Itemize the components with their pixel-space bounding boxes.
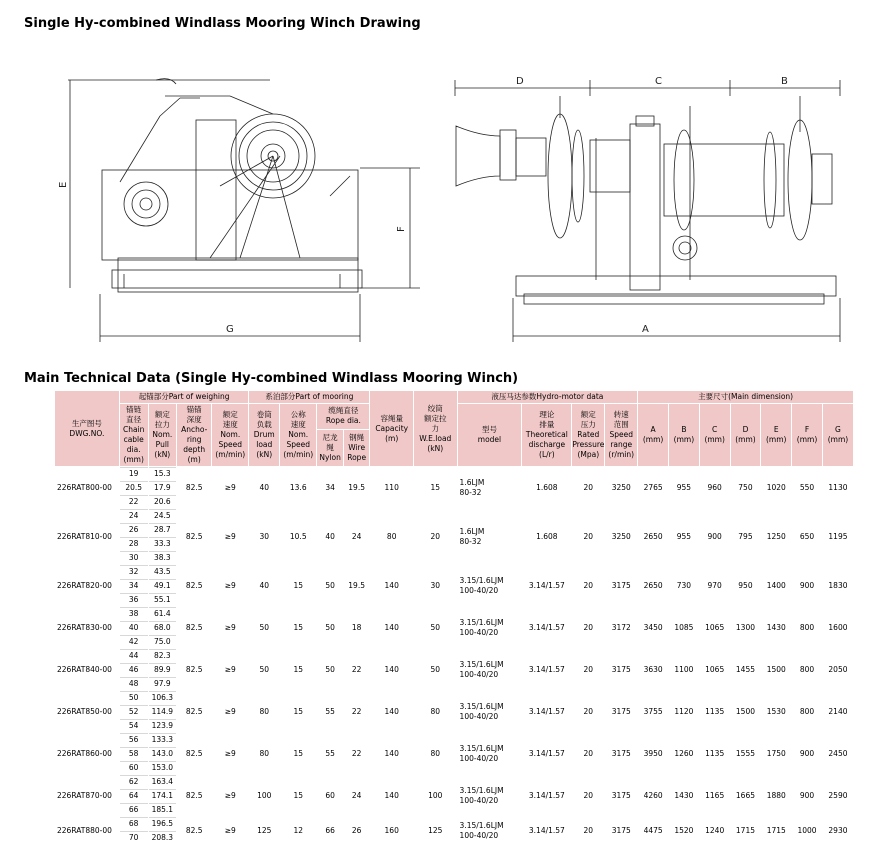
- cell-e: 1880: [761, 775, 791, 816]
- cell-model: 1.6LJM 80-32: [458, 467, 522, 508]
- cell-depth: 82.5: [177, 649, 211, 690]
- cell-range: 3175: [605, 817, 637, 844]
- table-row: [55, 607, 853, 620]
- cell-dwg: 226RAT880-00: [55, 817, 119, 844]
- cell-model: 1.6LJM 80-32: [458, 509, 522, 564]
- cell-press: 20: [572, 509, 604, 564]
- label-f: F: [396, 226, 407, 232]
- cell-f: 900: [792, 733, 822, 774]
- cell-chain-dia: 48: [120, 677, 148, 690]
- cell-chain-dia: 24: [120, 509, 148, 522]
- table-row: [55, 775, 853, 788]
- cell-e: 1530: [761, 691, 791, 732]
- cell-chain-dia: 44: [120, 649, 148, 662]
- cell-nom-pull: 55.1: [149, 593, 177, 606]
- cell-cap: 140: [370, 775, 413, 816]
- cell-nom-pull: 38.3: [149, 551, 177, 564]
- cell-g: 2930: [823, 817, 853, 844]
- cell-depth: 82.5: [177, 509, 211, 564]
- cell-range: 3175: [605, 649, 637, 690]
- cell-dwg: 226RAT800-00: [55, 467, 119, 508]
- th-g: G (mm): [823, 404, 853, 466]
- cell-nom-pull: 43.5: [149, 565, 177, 578]
- cell-chain-dia: 32: [120, 565, 148, 578]
- drawing-title: Single Hy-combined Windlass Mooring Winch Drawing: [24, 16, 421, 31]
- cell-nom-pull: 28.7: [149, 523, 177, 536]
- cell-we: 80: [414, 733, 457, 774]
- cell-a: 3950: [638, 733, 668, 774]
- cell-b: 1085: [669, 607, 699, 648]
- cell-g: 2050: [823, 649, 853, 690]
- cell-a: 4475: [638, 817, 668, 844]
- cell-b: 955: [669, 509, 699, 564]
- label-g: G: [226, 324, 234, 335]
- cell-chain-dia: 60: [120, 761, 148, 774]
- cell-cap: 110: [370, 467, 413, 508]
- cell-dwg: 226RAT840-00: [55, 649, 119, 690]
- cell-nspeed: 12: [280, 817, 316, 844]
- th-a: A (mm): [638, 404, 668, 466]
- cell-chain-dia: 70: [120, 831, 148, 844]
- cell-chain-dia: 50: [120, 691, 148, 704]
- cell-nylon: 55: [317, 691, 343, 732]
- cell-range: 3175: [605, 733, 637, 774]
- cell-wire: 22: [344, 649, 370, 690]
- cell-nylon: 55: [317, 733, 343, 774]
- cell-speed: ≥9: [212, 733, 248, 774]
- cell-nom-pull: 185.1: [149, 803, 177, 816]
- cell-a: 3450: [638, 607, 668, 648]
- cell-cap: 160: [370, 817, 413, 844]
- cell-c: 1065: [700, 607, 730, 648]
- cell-d: 750: [731, 467, 761, 508]
- cell-g: 2450: [823, 733, 853, 774]
- cell-chain-dia: 30: [120, 551, 148, 564]
- cell-speed: ≥9: [212, 509, 248, 564]
- cell-a: 2650: [638, 565, 668, 606]
- table-body: [55, 467, 853, 844]
- label-d: D: [516, 76, 524, 87]
- cell-f: 800: [792, 691, 822, 732]
- cell-model: 3.15/1.6LJM 100-40/20: [458, 733, 522, 774]
- cell-wire: 24: [344, 509, 370, 564]
- table-row: [55, 509, 853, 522]
- cell-e: 1400: [761, 565, 791, 606]
- th-we-load: 绞筒 额定拉 力 W.E.load (kN): [414, 391, 457, 466]
- cell-chain-dia: 26: [120, 523, 148, 536]
- cell-theo: 3.14/1.57: [522, 691, 571, 732]
- cell-nspeed: 15: [280, 691, 316, 732]
- cell-nspeed: 15: [280, 733, 316, 774]
- cell-we: 50: [414, 607, 457, 648]
- cell-press: 20: [572, 467, 604, 508]
- cell-dwg: 226RAT830-00: [55, 607, 119, 648]
- cell-model: 3.15/1.6LJM 100-40/20: [458, 565, 522, 606]
- cell-theo: 3.14/1.57: [522, 607, 571, 648]
- cell-nspeed: 10.5: [280, 509, 316, 564]
- cell-range: 3250: [605, 509, 637, 564]
- table-row: [55, 817, 853, 830]
- cell-g: 1600: [823, 607, 853, 648]
- th-e: E (mm): [761, 404, 791, 466]
- cell-cap: 140: [370, 649, 413, 690]
- cell-c: 1240: [700, 817, 730, 844]
- cell-f: 900: [792, 775, 822, 816]
- cell-c: 1165: [700, 775, 730, 816]
- cell-nylon: 34: [317, 467, 343, 508]
- cell-g: 1830: [823, 565, 853, 606]
- cell-chain-dia: 40: [120, 621, 148, 634]
- cell-chain-dia: 62: [120, 775, 148, 788]
- cell-drum: 80: [249, 733, 279, 774]
- cell-chain-dia: 22: [120, 495, 148, 508]
- cell-depth: 82.5: [177, 467, 211, 508]
- cell-dwg: 226RAT870-00: [55, 775, 119, 816]
- cell-f: 900: [792, 565, 822, 606]
- th-nylon: 尼龙 绳 Nylon: [317, 430, 343, 466]
- cell-nspeed: 15: [280, 607, 316, 648]
- cell-c: 970: [700, 565, 730, 606]
- cell-nom-pull: 82.3: [149, 649, 177, 662]
- cell-range: 3175: [605, 775, 637, 816]
- th-weighing: 起锚部分Part of weighing: [120, 391, 249, 403]
- cell-we: 50: [414, 649, 457, 690]
- cell-range: 3172: [605, 607, 637, 648]
- cell-f: 550: [792, 467, 822, 508]
- cell-chain-dia: 66: [120, 803, 148, 816]
- cell-f: 800: [792, 607, 822, 648]
- cell-b: 1260: [669, 733, 699, 774]
- cell-g: 2590: [823, 775, 853, 816]
- cell-theo: 3.14/1.57: [522, 565, 571, 606]
- cell-drum: 50: [249, 649, 279, 690]
- cell-chain-dia: 19: [120, 467, 148, 480]
- th-c: C (mm): [700, 404, 730, 466]
- cell-nom-pull: 174.1: [149, 789, 177, 802]
- cell-depth: 82.5: [177, 691, 211, 732]
- cell-press: 20: [572, 691, 604, 732]
- cell-nom-pull: 68.0: [149, 621, 177, 634]
- cell-a: 3630: [638, 649, 668, 690]
- th-nom-pull: 额定 拉力 Nom. Pull (kN): [149, 404, 177, 466]
- cell-we: 80: [414, 691, 457, 732]
- cell-press: 20: [572, 817, 604, 844]
- cell-wire: 18: [344, 607, 370, 648]
- cell-d: 950: [731, 565, 761, 606]
- th-speed-range: 转速 范围 Speed range (r/min): [605, 404, 637, 466]
- cell-chain-dia: 54: [120, 719, 148, 732]
- cell-c: 960: [700, 467, 730, 508]
- cell-drum: 100: [249, 775, 279, 816]
- cell-wire: 22: [344, 691, 370, 732]
- cell-nom-pull: 17.9: [149, 481, 177, 494]
- cell-nom-pull: 196.5: [149, 817, 177, 830]
- cell-nylon: 66: [317, 817, 343, 844]
- cell-depth: 82.5: [177, 733, 211, 774]
- cell-theo: 3.14/1.57: [522, 817, 571, 844]
- cell-nylon: 50: [317, 607, 343, 648]
- cell-b: 955: [669, 467, 699, 508]
- cell-nspeed: 15: [280, 565, 316, 606]
- cell-cap: 140: [370, 565, 413, 606]
- cell-f: 800: [792, 649, 822, 690]
- cell-nom-pull: 153.0: [149, 761, 177, 774]
- th-anch-depth: 锚锚 深度 Ancho- ring depth (m): [177, 404, 211, 466]
- th-d: D (mm): [731, 404, 761, 466]
- table-row: [55, 467, 853, 480]
- cell-b: 1430: [669, 775, 699, 816]
- table-row: [55, 691, 853, 704]
- cell-nom-pull: 114.9: [149, 705, 177, 718]
- th-wire: 钢绳 Wire Rope: [344, 430, 370, 466]
- cell-e: 1430: [761, 607, 791, 648]
- cell-chain-dia: 64: [120, 789, 148, 802]
- cell-speed: ≥9: [212, 775, 248, 816]
- cell-nylon: 50: [317, 649, 343, 690]
- cell-a: 3755: [638, 691, 668, 732]
- cell-cap: 140: [370, 691, 413, 732]
- th-pressure: 额定 压力 Rated Pressure (Mpa): [572, 404, 604, 466]
- th-mooring: 系泊部分Part of mooring: [249, 391, 369, 403]
- cell-c: 1065: [700, 649, 730, 690]
- table-row: [55, 649, 853, 662]
- cell-press: 20: [572, 775, 604, 816]
- cell-chain-dia: 42: [120, 635, 148, 648]
- cell-b: 1100: [669, 649, 699, 690]
- cell-g: 2140: [823, 691, 853, 732]
- cell-a: 4260: [638, 775, 668, 816]
- cell-nspeed: 15: [280, 775, 316, 816]
- cell-drum: 50: [249, 607, 279, 648]
- th-rope-dia: 缆绳直径 Rope dia.: [317, 404, 369, 429]
- cell-a: 2650: [638, 509, 668, 564]
- cell-chain-dia: 34: [120, 579, 148, 592]
- cell-range: 3175: [605, 691, 637, 732]
- cell-drum: 80: [249, 691, 279, 732]
- cell-chain-dia: 46: [120, 663, 148, 676]
- cell-we: 30: [414, 565, 457, 606]
- cell-b: 1120: [669, 691, 699, 732]
- cell-cap: 140: [370, 607, 413, 648]
- cell-wire: 19.5: [344, 565, 370, 606]
- cell-chain-dia: 52: [120, 705, 148, 718]
- cell-drum: 30: [249, 509, 279, 564]
- cell-nom-pull: 133.3: [149, 733, 177, 746]
- cell-chain-dia: 56: [120, 733, 148, 746]
- cell-press: 20: [572, 607, 604, 648]
- cell-chain-dia: 20.5: [120, 481, 148, 494]
- cell-nom-pull: 208.3: [149, 831, 177, 844]
- cell-depth: 82.5: [177, 607, 211, 648]
- cell-theo: 3.14/1.57: [522, 733, 571, 774]
- th-capacity: 容绳量 Capacity (m): [370, 391, 413, 466]
- cell-c: 900: [700, 509, 730, 564]
- cell-e: 1715: [761, 817, 791, 844]
- cell-e: 1250: [761, 509, 791, 564]
- cell-nom-pull: 163.4: [149, 775, 177, 788]
- cell-nom-pull: 49.1: [149, 579, 177, 592]
- cell-e: 1500: [761, 649, 791, 690]
- label-a: A: [642, 324, 649, 335]
- cell-range: 3250: [605, 467, 637, 508]
- cell-nom-pull: 75.0: [149, 635, 177, 648]
- cell-c: 1135: [700, 733, 730, 774]
- cell-nylon: 40: [317, 509, 343, 564]
- th-b: B (mm): [669, 404, 699, 466]
- th-model: 型号 model: [458, 404, 522, 466]
- cell-model: 3.15/1.6LJM 100-40/20: [458, 775, 522, 816]
- cell-wire: 26: [344, 817, 370, 844]
- cell-g: 1195: [823, 509, 853, 564]
- cell-d: 1455: [731, 649, 761, 690]
- cell-chain-dia: 58: [120, 747, 148, 760]
- cell-dwg: 226RAT850-00: [55, 691, 119, 732]
- front-view: [455, 80, 840, 342]
- cell-speed: ≥9: [212, 607, 248, 648]
- cell-theo: 1.608: [522, 509, 571, 564]
- cell-dwg: 226RAT810-00: [55, 509, 119, 564]
- cell-a: 2765: [638, 467, 668, 508]
- cell-depth: 82.5: [177, 775, 211, 816]
- cell-d: 1300: [731, 607, 761, 648]
- cell-cap: 140: [370, 733, 413, 774]
- cell-speed: ≥9: [212, 467, 248, 508]
- cell-chain-dia: 38: [120, 607, 148, 620]
- cell-wire: 19.5: [344, 467, 370, 508]
- cell-we: 15: [414, 467, 457, 508]
- cell-cap: 80: [370, 509, 413, 564]
- technical-data-table: [54, 390, 854, 845]
- cell-dwg: 226RAT860-00: [55, 733, 119, 774]
- label-c: C: [655, 76, 662, 87]
- cell-nom-pull: 24.5: [149, 509, 177, 522]
- cell-b: 730: [669, 565, 699, 606]
- cell-nom-pull: 106.3: [149, 691, 177, 704]
- cell-nom-pull: 61.4: [149, 607, 177, 620]
- cell-nom-pull: 89.9: [149, 663, 177, 676]
- cell-d: 1500: [731, 691, 761, 732]
- cell-speed: ≥9: [212, 565, 248, 606]
- cell-nom-pull: 123.9: [149, 719, 177, 732]
- cell-press: 20: [572, 733, 604, 774]
- cell-chain-dia: 68: [120, 817, 148, 830]
- cell-b: 1520: [669, 817, 699, 844]
- cell-e: 1750: [761, 733, 791, 774]
- cell-drum: 40: [249, 565, 279, 606]
- side-view: [68, 79, 420, 342]
- cell-d: 795: [731, 509, 761, 564]
- cell-wire: 22: [344, 733, 370, 774]
- cell-e: 1020: [761, 467, 791, 508]
- cell-nylon: 60: [317, 775, 343, 816]
- cell-drum: 40: [249, 467, 279, 508]
- cell-range: 3175: [605, 565, 637, 606]
- cell-chain-dia: 36: [120, 593, 148, 606]
- th-nom-speed-w: 额定 速度 Nom. Speed (m/min): [212, 404, 248, 466]
- cell-d: 1665: [731, 775, 761, 816]
- cell-press: 20: [572, 649, 604, 690]
- cell-speed: ≥9: [212, 649, 248, 690]
- winch-drawing: [0, 36, 885, 346]
- label-b: B: [781, 76, 788, 87]
- cell-d: 1555: [731, 733, 761, 774]
- table-row: [55, 733, 853, 746]
- cell-drum: 125: [249, 817, 279, 844]
- cell-press: 20: [572, 565, 604, 606]
- th-main-dim: 主要尺寸(Main dimension): [638, 391, 853, 403]
- cell-nom-pull: 33.3: [149, 537, 177, 550]
- cell-speed: ≥9: [212, 691, 248, 732]
- th-chain-dia: 锚链 直径 Chain cable dia. (mm): [120, 404, 148, 466]
- cell-speed: ≥9: [212, 817, 248, 844]
- table-row: [55, 565, 853, 578]
- cell-nom-pull: 20.6: [149, 495, 177, 508]
- cell-g: 1130: [823, 467, 853, 508]
- cell-c: 1135: [700, 691, 730, 732]
- cell-model: 3.15/1.6LJM 100-40/20: [458, 691, 522, 732]
- th-hydro: 液压马达参数Hydro-motor data: [458, 391, 638, 403]
- cell-model: 3.15/1.6LJM 100-40/20: [458, 817, 522, 844]
- cell-theo: 3.14/1.57: [522, 775, 571, 816]
- th-nom-speed-m: 公称 速度 Nom. Speed (m/min): [280, 404, 316, 466]
- cell-theo: 1.608: [522, 467, 571, 508]
- cell-theo: 3.14/1.57: [522, 649, 571, 690]
- cell-nspeed: 15: [280, 649, 316, 690]
- cell-depth: 82.5: [177, 817, 211, 844]
- cell-depth: 82.5: [177, 565, 211, 606]
- cell-model: 3.15/1.6LJM 100-40/20: [458, 607, 522, 648]
- cell-nom-pull: 15.3: [149, 467, 177, 480]
- cell-dwg: 226RAT820-00: [55, 565, 119, 606]
- cell-chain-dia: 28: [120, 537, 148, 550]
- cell-wire: 24: [344, 775, 370, 816]
- cell-d: 1715: [731, 817, 761, 844]
- table-title: Main Technical Data (Single Hy-combined Windlass Mooring Winch): [24, 371, 519, 386]
- cell-model: 3.15/1.6LJM 100-40/20: [458, 649, 522, 690]
- th-f: F (mm): [792, 404, 822, 466]
- cell-we: 100: [414, 775, 457, 816]
- cell-nom-pull: 143.0: [149, 747, 177, 760]
- cell-nom-pull: 97.9: [149, 677, 177, 690]
- th-drum-load: 卷筒 负载 Drum load (kN): [249, 404, 279, 466]
- cell-we: 20: [414, 509, 457, 564]
- th-theo: 理论 排量 Theoretical discharge (L/r): [522, 404, 571, 466]
- cell-nylon: 50: [317, 565, 343, 606]
- th-dwg: 生产图号 DWG.NO.: [55, 391, 119, 466]
- cell-nspeed: 13.6: [280, 467, 316, 508]
- cell-f: 1000: [792, 817, 822, 844]
- cell-f: 650: [792, 509, 822, 564]
- cell-we: 125: [414, 817, 457, 844]
- label-e: E: [58, 181, 69, 188]
